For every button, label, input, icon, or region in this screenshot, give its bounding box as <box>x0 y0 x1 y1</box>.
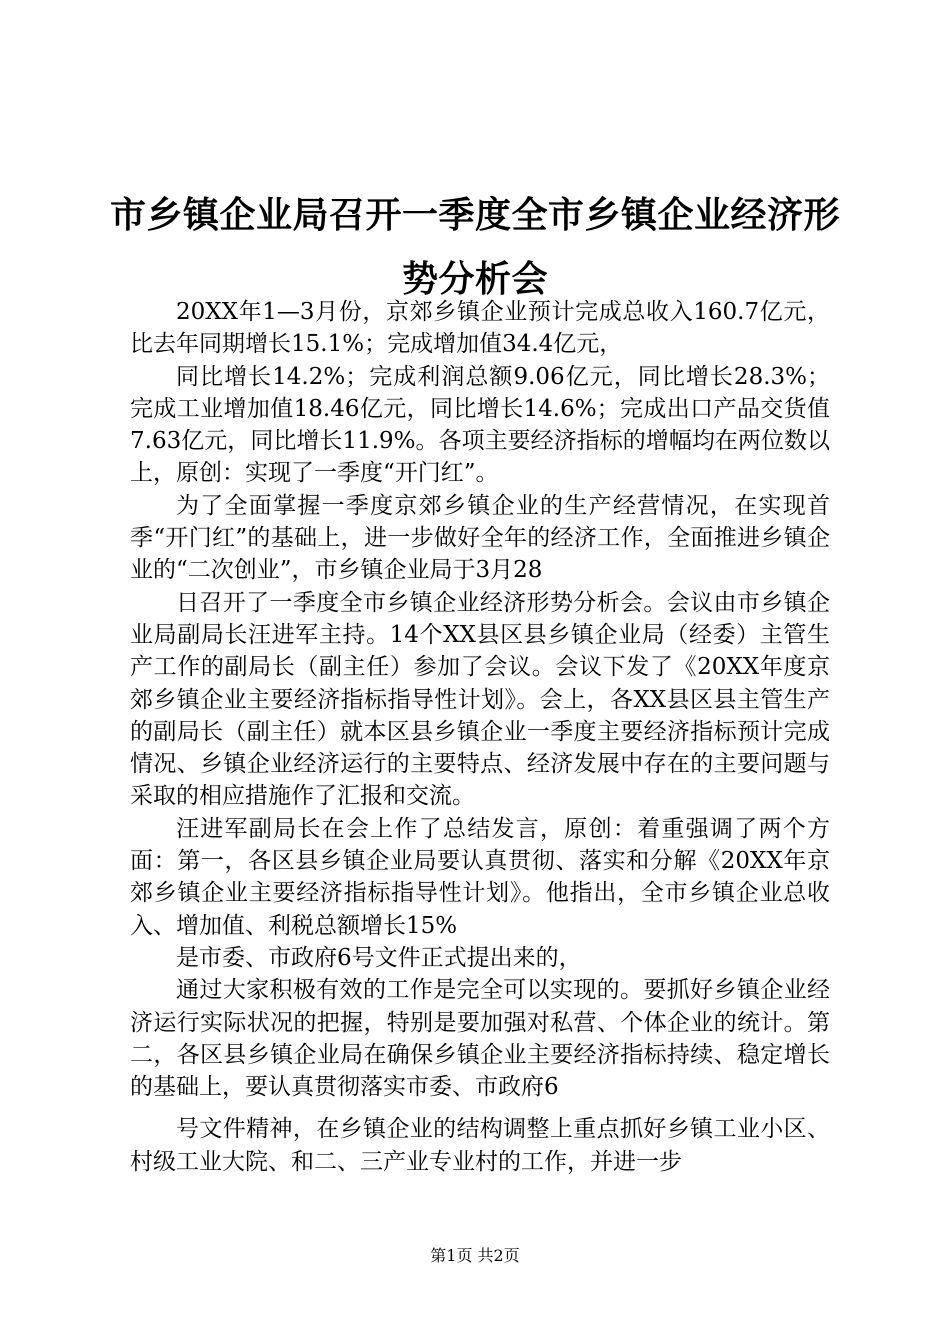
paragraph: 20XX年1—3月份，京郊乡镇企业预计完成总收入160.7亿元，比去年同期增长15.1%；完成增加值34.4亿元， <box>130 299 830 358</box>
paragraph: 通过大家积极有效的工作是完全可以实现的。要抓好乡镇企业经济运行实际状况的把握，特别是要加强对私营、个体企业的统计。第二，各区县乡镇企业局在确保乡镇企业主要经济指标持续、稳定增长的基础上，要认真贯彻落实市委、市政府6 <box>130 977 830 1101</box>
paragraph: 是市委、市政府6号文件正式提出来的， <box>176 944 582 971</box>
paragraph: 汪进军副局长在会上作了总结发言，原创：着重强调了两个方面：第一，各区县乡镇企业局要认真贯彻、落实和分解《20XX年京郊乡镇企业主要经济指标指导性计划》。他指出，全市乡镇企业总收入、增加值、利税总额增长15% <box>130 815 830 939</box>
page-number-footer: 第1页 共2页 <box>430 1246 520 1265</box>
paragraph: 号文件精神，在乡镇企业的结构调整上重点抓好乡镇工业小区、村级工业大院、和二、三产业专业村的工作，并进一步 <box>130 1116 830 1175</box>
paragraph: 日召开了一季度全市乡镇企业经济形势分析会。会议由市乡镇企业局副局长汪进军主持。14个XX县区县乡镇企业局（经委）主管生产工作的副局长（副主任）参加了会议。会议下发了《20XX年度京郊乡镇企业主要经济指标指导性计划》。会上，各XX县区县主管生产的副局长（副主任）就本区县乡镇企业一季度主要经济指标预计完成情况、乡镇企业经济运行的主要特点、经济发展中存在的主要问题与采取的相应措施作了汇报和交流。 <box>130 589 830 810</box>
paragraph: 为了全面掌握一季度京郊乡镇企业的生产经营情况，在实现首季“开门红”的基础上，进一步做好全年的经济工作，全面推进乡镇企业的“二次创业”，市乡镇企业局于3月28 <box>130 492 830 584</box>
document-body <box>130 296 830 1178</box>
document-title: 市乡镇企业局召开一季度全市乡镇企业经济形势分析会 <box>110 194 841 300</box>
paragraph: 同比增长14.2%；完成利润总额9.06亿元，同比增长28.3%；完成工业增加值18.46亿元，同比增长14.6%；完成出口产品交货值7.63亿元，同比增长11.9%。各项主要经济指标的增幅均在两位数以上，原创：实现了一季度“开门红”。 <box>130 363 830 487</box>
